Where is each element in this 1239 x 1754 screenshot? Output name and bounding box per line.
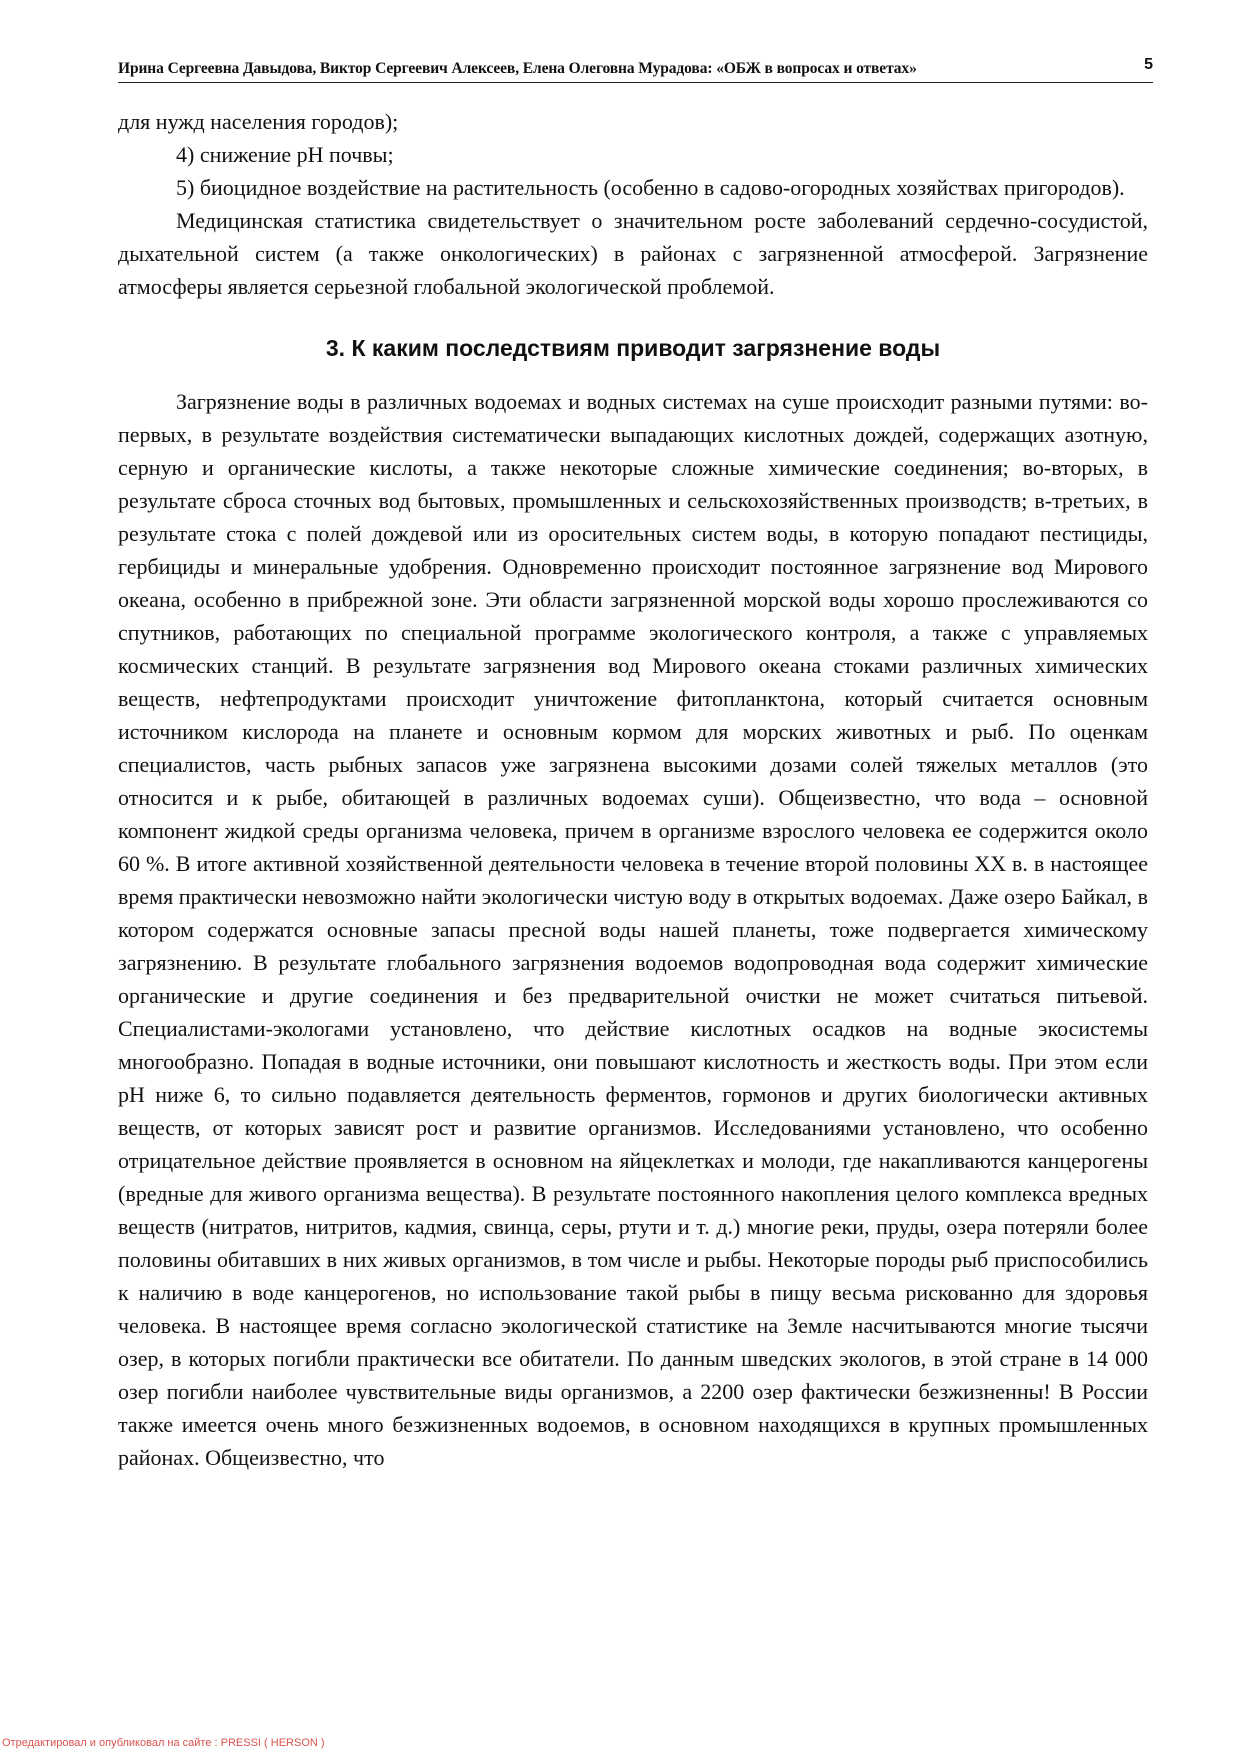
medical-statistics-paragraph: Медицинская статистика свидетельствует о значительном росте заболеваний сердечно-сосудистой, дыхательной систем (а также онкологических) в районах с загрязненной атмосферой. Загрязнение атмосферы является серьезной глобальной экологической проблемой. bbox=[118, 208, 1148, 299]
water-pollution-paragraph: Загрязнение воды в различных водоемах и водных системах на суше происходит разными путями: во-первых, в результате воздействия систематически выпадающих кислотных дождей, содержащих азотную, серную и органические кислоты, а также некоторые сложные химические соединения; во-вторых, в результате сброса сточных вод бытовых, промышленных и сельскохозяйственных производств; в-третьих, в результате стока с полей дождевой или из оросительных систем воды, в которую попадают пестициды, гербициды и минеральные удобрения. Одновременно происходит постоянное загрязнение вод Мирового океана, особенно в прибрежной зоне. Эти области загрязненной морской воды хорошо прослеживаются со спутников, работающих по специальной программе экологического контроля, а также с управляемых космических станций. В результате загрязнения вод Мирового океана стоками различных химических веществ, нефтепродуктами происходит уничтожение фитопланктона, который считается основным источником кислорода на планете и основным кормом для морских животных и рыб. По оценкам специалистов, часть рыбных запасов уже загрязнена высокими дозами солей тяжелых металлов (это относится и к рыбе, обитающей в различных водоемах суши). Общеизвестно, что вода – основной компонент жидкой среды организма человека, причем в организме взрослого человека ее содержится около 60 %. В итоге активной хозяйственной деятельности человека в течение второй половины XX в. в настоящее время практически невозможно найти экологически чистую воду в открытых водоемах. Даже озеро Байкал, в котором содержатся основные запасы пресной воды нашей планеты, тоже подвергается химическому загрязнению. В результате глобального загрязнения водоемов водопроводная вода содержит химические органические и другие соединения и без предварительной очистки не может считаться питьевой. Специалистами-экологами установлено, что действие кислотных осадков на водные экосистемы многообразно. Попадая в водные источники, они повышают кислотность и жесткость воды. При этом если рН ниже 6, то сильно подавляется деятельность ферментов, гормонов и других биологически активных веществ, от которых зависят рост и развитие организмов. Исследованиями установлено, что особенно отрицательное действие проявляется в основном на яйцеклетках и молоди, где накапливаются канцерогены (вредные для живого организма вещества). В результате постоянного накопления целого комплекса вредных веществ (нитратов, нитритов, кадмия, свинца, серы, ртути и т. д.) многие реки, пруды, озера потеряли более половины обитавших в них живых организмов, в том числе и рыбы. Некоторые породы рыб приспособились к наличию в воде канцерогенов, но использование такой рыбы в пищу весьма рискованно для здоровья человека. В настоящее время согласно экологической статистике на Земле насчитываются многие тысячи озер, в которых погибли практически все обитатели. По данным шведских экологов, в этой стране в 14 000 озер погибли наиболее чувствительные виды организмов, а 2200 озер фактически безжизненны! В России также имеется очень много безжизненных водоемов, в основном находящихся в крупных промышленных районах. Общеизвестно, что bbox=[118, 389, 1148, 1470]
footer-credit: Отредактировал и опубликовал на сайте : PRESSI ( HERSON ) bbox=[2, 1737, 325, 1749]
list-item-5: 5) биоцидное воздействие на растительность (особенно в садово-огородных хозяйствах пригородов). bbox=[176, 175, 1125, 200]
running-header-title: Ирина Сергеевна Давыдова, Виктор Сергеевич Алексеев, Елена Олеговна Мурадова: «ОБЖ в вопросах и ответах» bbox=[118, 60, 917, 77]
continued-line: для нужд населения городов); bbox=[118, 109, 399, 134]
page-header bbox=[118, 58, 1153, 83]
page-content bbox=[118, 105, 1148, 1474]
page-number: 5 bbox=[1144, 56, 1153, 73]
list-item-4: 4) снижение рН почвы; bbox=[176, 142, 394, 167]
section-heading: 3. К каким последствиям приводит загрязнение воды bbox=[325, 335, 941, 361]
